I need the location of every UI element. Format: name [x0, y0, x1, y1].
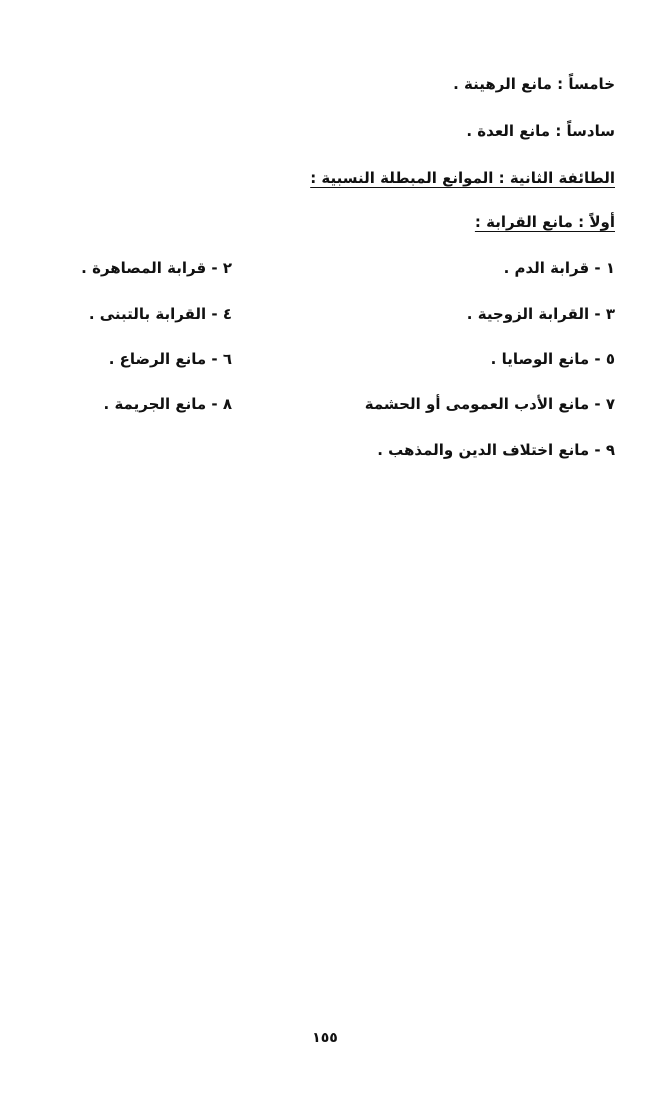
list-item: ٦ - مانع الرضاع . — [108, 350, 232, 368]
line-fifth: خامساً : مانع الرهينة . — [453, 75, 615, 93]
list-item: ١ - قرابة الدم . — [503, 259, 615, 277]
page-number: ١٥٥ — [312, 1030, 338, 1046]
list-item: ٨ - مانع الجريمة . — [103, 395, 232, 413]
list-item: ٤ - القرابة بالتبنى . — [88, 305, 232, 323]
line-sixth: سادساً : مانع العدة . — [466, 122, 615, 140]
list-item: ٥ - مانع الوصايا . — [490, 350, 615, 368]
section-heading: الطائفة الثانية : الموانع المبطلة النسبية : — [310, 169, 615, 187]
list-item: ٩ - مانع اختلاف الدين والمذهب . — [377, 441, 615, 459]
sub-heading: أولاً : مانع القرابة : — [474, 213, 615, 231]
list-item: ٣ - القرابة الزوجية . — [466, 305, 615, 323]
list-item: ٧ - مانع الأدب العمومى أو الحشمة — [364, 395, 615, 413]
list-item: ٢ - قرابة المصاهرة . — [81, 259, 232, 277]
